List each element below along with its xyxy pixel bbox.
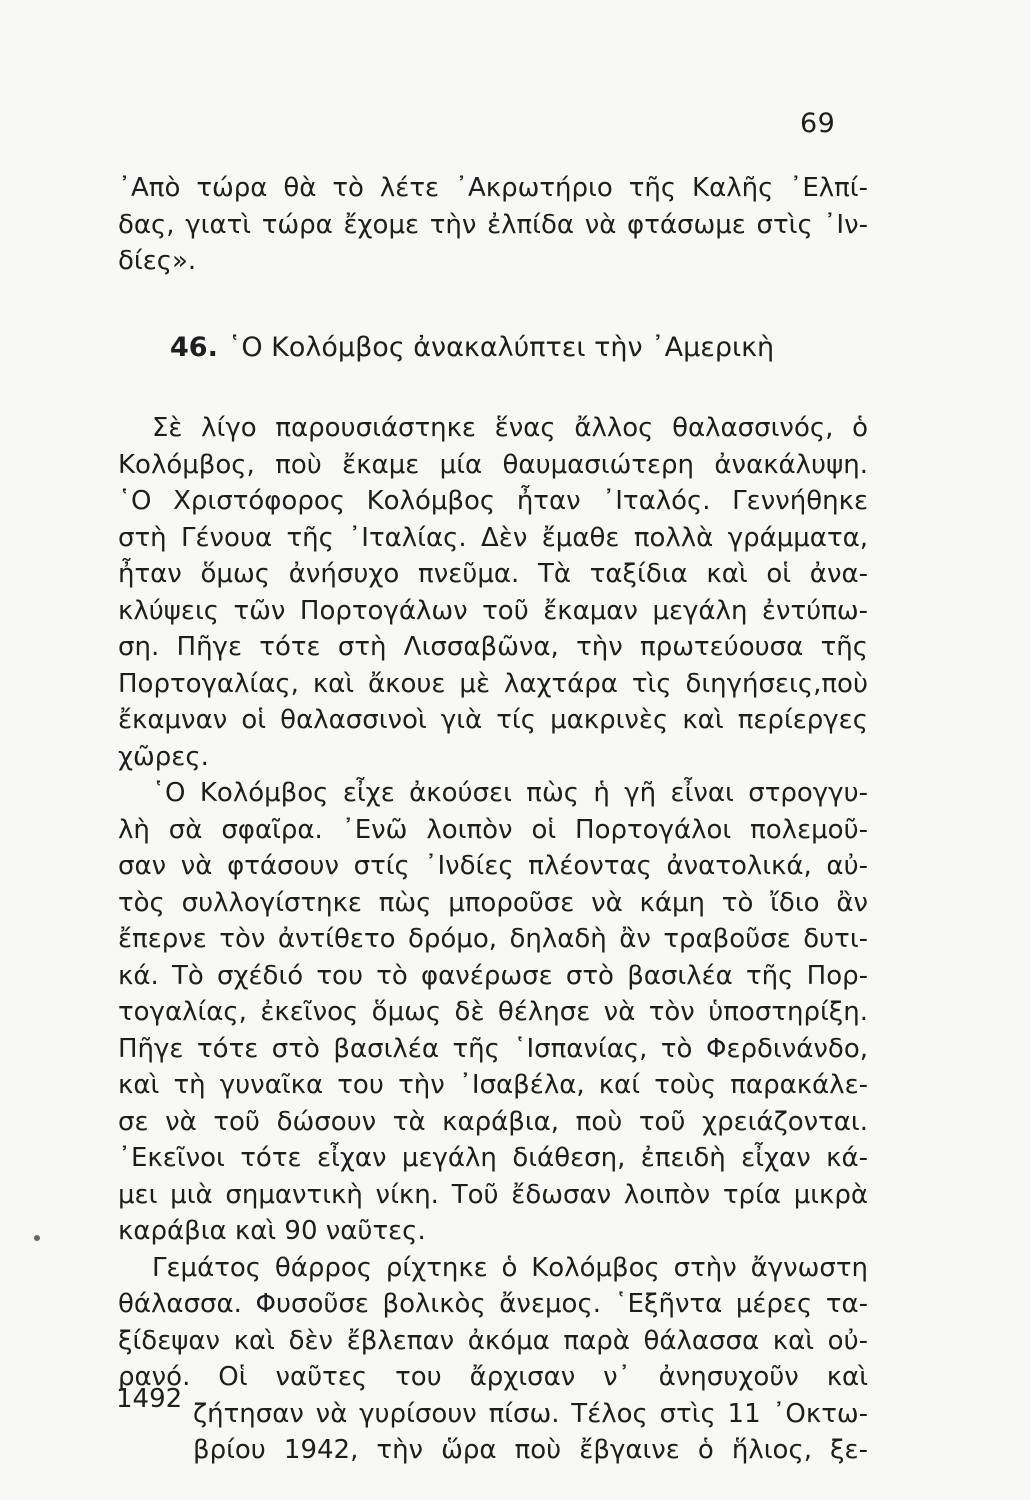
text-line: Πορτογαλίας, καὶ ἄκουε μὲ λαχτάρα τὶς διηγήσεις,ποὺ <box>118 668 868 699</box>
text-line: θάλασσα. Φυσοῦσε βολικὸς ἄνεμος. ῾Εξῆντα μέρες τα- <box>118 1289 868 1319</box>
page-number: 69 <box>800 108 836 139</box>
text-line: χῶρες. <box>118 741 209 772</box>
text-line: Κολόμβος, ποὺ ἔκαμε μία θαυμασιώτερη ἀνακάλυψη. <box>118 449 868 480</box>
text-line: λὴ σὰ σφαῖρα. ᾿Ενῶ λοιπὸν οἱ Πορτογάλοι πολεμοῦ- <box>118 814 868 845</box>
text-line: ζήτησαν νὰ γυρίσουν πίσω. Τέλος στὶς 11 ᾿Οκτω- <box>193 1398 868 1429</box>
text-line: τογαλίας, ἐκεῖνος ὅμως δὲ θέλησε νὰ τὸν ὑποστηρίξη. <box>118 997 868 1027</box>
text-line: σε νὰ τοῦ δώσουν τὰ καράβια, ποὺ τοῦ χρειάζονται. <box>118 1106 868 1137</box>
text-line: ἦταν ὅμως ἀνήσυχο πνεῦμα. Τὰ ταξίδια καὶ οἱ ἀνα- <box>118 559 868 589</box>
section-title: ῾Ο Κολόμβος ἀνακαλύπτει τὴν ᾿Αμερικὴ <box>227 332 775 363</box>
section-body <box>118 410 868 1469</box>
text-line: ρανό. Οἱ ναῦτες του ἄρχισαν ν᾿ ἀνησυχοῦν καὶ <box>118 1362 868 1392</box>
text-line: κλύψεις τῶν Πορτογάλων τοῦ ἔκαμαν μεγάλη ἐντύπω- <box>118 595 868 626</box>
text-line: ῾Ο Χριστόφορος Κολόμβος ἦταν ᾿Ιταλός. Γεννήθηκε <box>118 486 868 516</box>
text-line: ση. Πῆγε τότε στὴ Λισσαβῶνα, τὴν πρωτεύουσα τῆς <box>118 632 868 662</box>
text-line: μει μιὰ σημαντικὴ νίκη. Τοῦ ἔδωσαν λοιπὸν τρία μικρὰ <box>118 1179 868 1210</box>
text-line: καὶ τὴ γυναῖκα του τὴν ᾿Ισαβέλα, καί τοὺς παρακάλε- <box>118 1070 868 1100</box>
section-heading <box>170 326 830 370</box>
margin-dot <box>34 1235 40 1241</box>
text-line: Πῆγε τότε στὸ βασιλέα τῆς ῾Ισπανίας, τὸ Φερδινάνδο, <box>118 1033 868 1064</box>
text-line: δας, γιατὶ τώρα ἔχομε τὴν ἐλπίδα νὰ φτάσωμε στὶς ᾿Ιν- <box>118 209 868 240</box>
text-line: ᾿Απὸ τώρα θὰ τὸ λέτε ᾿Ακρωτήριο τῆς Καλῆς ᾿Ελπί- <box>118 173 868 203</box>
text-line: κά. Τὸ σχέδιό του τὸ φανέρωσε στὸ βασιλέα τῆς Πορ- <box>118 960 868 991</box>
margin-year-note: 1492 <box>116 1384 183 1414</box>
text-line: σαν νὰ φτάσουν στίς ᾿Ινδίες πλέοντας ἀνατολικά, αὐ- <box>118 851 868 881</box>
text-line: ἔπερνε τὸν ἀντίθετο δρόμο, δηλαδὴ ἂν τραβοῦσε δυτι- <box>118 924 868 954</box>
text-line: Σὲ λίγο παρουσιάστηκε ἕνας ἄλλος θαλασσινός, ὁ <box>152 413 868 443</box>
text-line: ξίδεψαν καὶ δὲν ἔβλεπαν ἀκόμα παρὰ θάλασσα καὶ οὐ- <box>118 1325 868 1356</box>
text-line: δίες». <box>118 246 197 276</box>
section-number: 46. <box>170 332 218 363</box>
text-line: ἔκαμναν οἱ θαλασσινοὶ γιὰ τίς μακρινὲς καὶ περίεργες <box>118 705 868 735</box>
text-line: Γεμάτος θάρρος ρίχτηκε ὁ Κολόμβος στὴν ἄγνωστη <box>152 1252 868 1283</box>
text-line: ᾿Εκεῖνοι τότε εἶχαν μεγάλη διάθεση, ἐπειδὴ εἶχαν κά- <box>118 1143 868 1173</box>
opening-paragraph <box>118 170 868 280</box>
text-line: ῾Ο Κολόμβος εἶχε ἀκούσει πὼς ἡ γῆ εἶναι στρογγυ- <box>152 778 868 808</box>
text-line: καράβια καὶ 90 ναῦτες. <box>118 1216 426 1246</box>
text-line: βρίου 1942, τὴν ὥρα ποὺ ἔβγαινε ὁ ἥλιος, ξε- <box>193 1435 868 1465</box>
text-line: τὸς συλλογίστηκε πὼς μποροῦσε νὰ κάμη τὸ ἴδιο ἂν <box>118 887 868 918</box>
text-line: στὴ Γένουα τῆς ᾿Ιταλίας. Δὲν ἔμαθε πολλὰ γράμματα, <box>118 522 868 553</box>
